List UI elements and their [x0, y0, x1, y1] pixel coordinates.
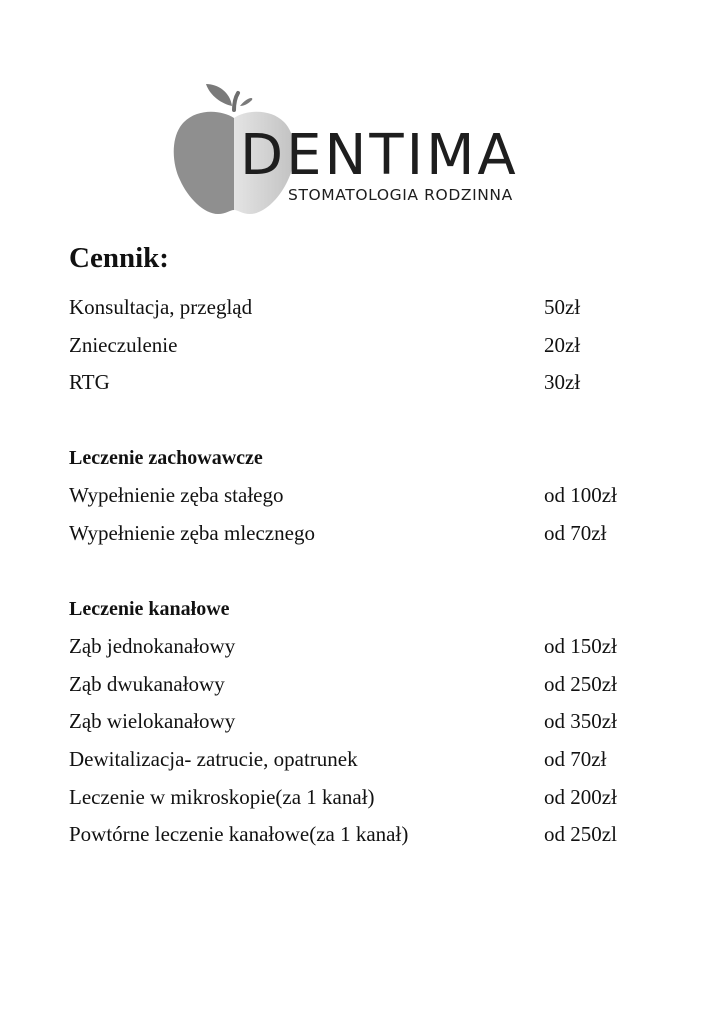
service-name: Wypełnienie zęba mlecznego	[69, 521, 315, 545]
brand-name: DENTIMA	[240, 123, 519, 188]
price-row	[69, 369, 669, 395]
clinic-logo	[170, 80, 560, 220]
service-price: od 250zl	[544, 822, 617, 846]
page-title: Cennik:	[69, 242, 169, 274]
price-row	[69, 482, 669, 508]
service-price: od 100zł	[544, 483, 617, 507]
price-row	[69, 746, 669, 772]
price-row	[69, 784, 669, 810]
section-heading-conservative: Leczenie zachowawcze	[69, 447, 263, 469]
service-price: od 200zł	[544, 785, 617, 809]
service-price: od 70zł	[544, 521, 607, 545]
price-row	[69, 821, 669, 847]
service-price: od 150zł	[544, 634, 617, 658]
service-name: Leczenie w mikroskopie(za 1 kanał)	[69, 785, 375, 809]
service-name: Powtórne leczenie kanałowe(za 1 kanał)	[69, 822, 409, 846]
service-price: 50zł	[544, 295, 581, 319]
service-name: Konsultacja, przegląd	[69, 295, 253, 319]
price-row	[69, 671, 669, 697]
price-row	[69, 633, 669, 659]
service-price: 20zł	[544, 333, 581, 357]
service-name: Znieczulenie	[69, 333, 178, 357]
service-name: Dewitalizacja- zatrucie, opatrunek	[69, 747, 358, 771]
price-row	[69, 520, 669, 546]
service-price: od 350zł	[544, 709, 617, 733]
service-name: Ząb wielokanałowy	[69, 709, 236, 733]
section-heading-endodontic: Leczenie kanałowe	[69, 598, 230, 620]
price-row	[69, 708, 669, 734]
service-name: RTG	[69, 370, 110, 394]
service-price: 30zł	[544, 370, 581, 394]
price-row	[69, 332, 669, 358]
price-row	[69, 294, 669, 320]
service-price: od 70zł	[544, 747, 607, 771]
brand-tagline: STOMATOLOGIA RODZINNA	[288, 186, 513, 204]
service-price: od 250zł	[544, 672, 617, 696]
service-name: Wypełnienie zęba stałego	[69, 483, 284, 507]
service-name: Ząb dwukanałowy	[69, 672, 225, 696]
service-name: Ząb jednokanałowy	[69, 634, 236, 658]
